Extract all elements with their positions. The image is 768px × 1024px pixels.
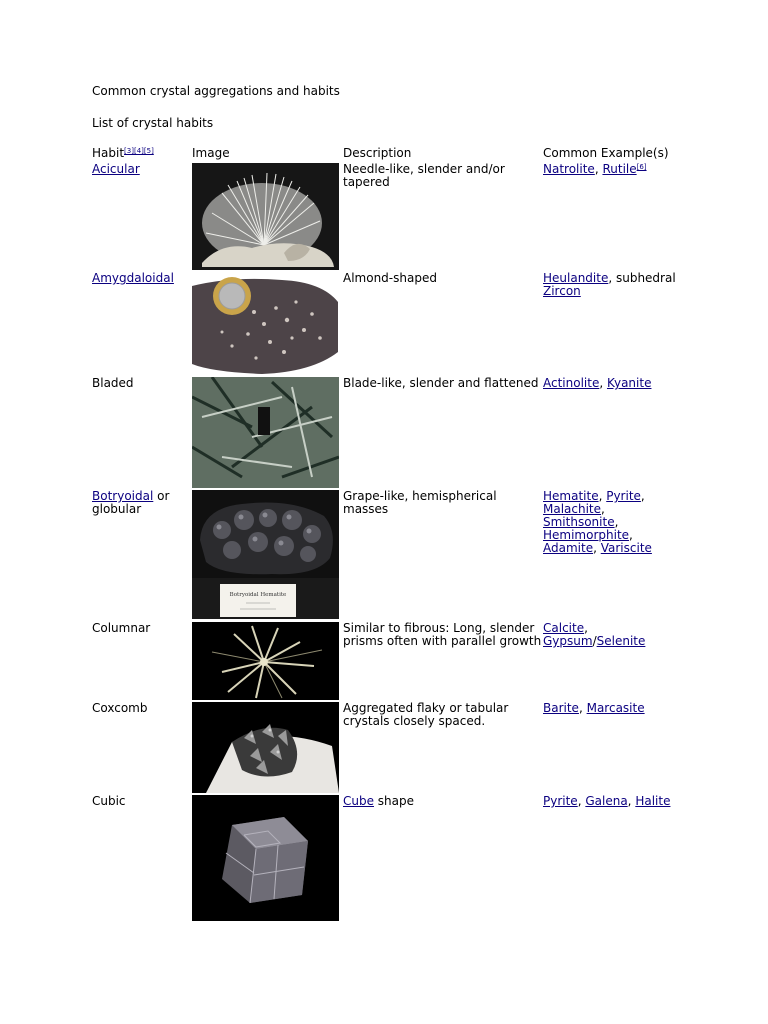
example-link[interactable]: Pyrite: [606, 489, 641, 503]
example-link[interactable]: Marcasite: [586, 701, 645, 715]
habit-references[interactable]: [3][4][5]: [124, 147, 154, 155]
habit-link[interactable]: Amygdaloidal: [92, 271, 174, 285]
example-link[interactable]: Actinolite: [543, 376, 600, 390]
amygdaloidal-heulandite-photo: [192, 272, 339, 375]
example-link[interactable]: Kyanite: [606, 376, 652, 390]
habit-link[interactable]: Acicular: [92, 162, 140, 176]
example-link[interactable]: Selenite: [596, 634, 646, 648]
separator: ,: [599, 376, 607, 390]
separator: ,: [594, 162, 603, 176]
description-cell: [343, 702, 533, 728]
acicular-natrolite-photo: [192, 163, 339, 270]
example-link[interactable]: Pyrite: [543, 794, 578, 808]
example-link[interactable]: Variscite: [600, 541, 652, 555]
description-text: Almond-shaped: [343, 271, 437, 285]
reference-link[interactable]: [6]: [636, 163, 647, 171]
description-text: shape: [373, 794, 415, 808]
header-habit-label: Habit: [92, 146, 125, 160]
example-link[interactable]: Hemimorphite: [543, 528, 630, 542]
description-cell: [343, 622, 543, 648]
header-description: Description: [343, 146, 412, 160]
separator: ,: [627, 794, 636, 808]
examples-cell: [543, 377, 683, 390]
separator: , subhedral: [608, 271, 676, 285]
examples-cell: [543, 163, 683, 176]
coxcomb-barite-photo: [192, 702, 339, 793]
cubic-galena-photo: [192, 795, 339, 921]
habit-name: [92, 272, 174, 285]
habit-text: Columnar: [92, 621, 151, 635]
example-link[interactable]: Zircon: [543, 284, 581, 298]
habit-text: Bladed: [92, 376, 134, 390]
example-link[interactable]: Calcite: [543, 621, 585, 635]
habit-name: [92, 795, 126, 808]
example-link[interactable]: Adamite: [543, 541, 594, 555]
habit-name: [92, 163, 140, 176]
example-link[interactable]: Rutile: [602, 162, 637, 176]
example-link[interactable]: Malachite: [543, 502, 602, 516]
example-link[interactable]: Halite: [635, 794, 671, 808]
examples-cell: [543, 490, 653, 555]
example-link[interactable]: Gypsum: [543, 634, 593, 648]
habit-link[interactable]: Botryoidal: [92, 489, 154, 503]
example-link[interactable]: Smithsonite: [543, 515, 615, 529]
separator: /: [592, 634, 597, 648]
description-cell: [343, 377, 539, 390]
columnar-calcite-photo: [192, 622, 339, 700]
description-link[interactable]: Cube: [343, 794, 374, 808]
example-link[interactable]: Barite: [543, 701, 579, 715]
examples-cell: [543, 702, 683, 715]
habit-text: Coxcomb: [92, 701, 148, 715]
description-text: Aggregated flaky or tabular crystals closely spaced.: [343, 701, 509, 728]
header-examples: Common Example(s): [543, 146, 669, 160]
separator: ,: [629, 528, 633, 542]
separator: ,: [584, 621, 588, 635]
example-link[interactable]: Hematite: [543, 489, 599, 503]
description-cell: [343, 795, 533, 808]
header-image: Image: [192, 146, 230, 160]
page-title: Common crystal aggregations and habits: [92, 84, 340, 98]
description-text: Blade-like, slender and flattened: [343, 376, 539, 390]
examples-cell: [543, 622, 653, 648]
habit-name: [92, 622, 150, 635]
bladed-actinolite-photo: [192, 377, 339, 488]
habit-name: [92, 490, 187, 516]
separator: ,: [598, 489, 607, 503]
description-text: Grape-like, hemispherical masses: [343, 489, 497, 516]
specimen-label: Botryoidal Hematite: [229, 592, 287, 598]
habit-name: [92, 377, 134, 390]
separator: ,: [614, 515, 619, 529]
separator: ,: [640, 489, 645, 503]
example-link[interactable]: Galena: [585, 794, 628, 808]
description-cell: [343, 163, 533, 189]
description-cell: [343, 272, 533, 285]
header-habit: [92, 147, 154, 160]
description-cell: [343, 490, 543, 516]
habit-name: [92, 702, 148, 715]
examples-cell: [543, 795, 683, 808]
botryoidal-hematite-photo: [192, 490, 339, 619]
separator: ,: [593, 541, 601, 555]
description-text: Similar to fibrous: Long, slender prisms often with parallel growth: [343, 621, 542, 648]
separator: ,: [578, 701, 587, 715]
separator: ,: [601, 502, 605, 516]
habit-text: Cubic: [92, 794, 126, 808]
table-caption: List of crystal habits: [92, 116, 214, 130]
separator: ,: [577, 794, 586, 808]
description-text: Needle-like, slender and/or tapered: [343, 162, 505, 189]
examples-cell: [543, 272, 683, 298]
example-link[interactable]: Heulandite: [543, 271, 609, 285]
example-link[interactable]: Natrolite: [543, 162, 595, 176]
habit-text: or globular: [92, 489, 170, 516]
